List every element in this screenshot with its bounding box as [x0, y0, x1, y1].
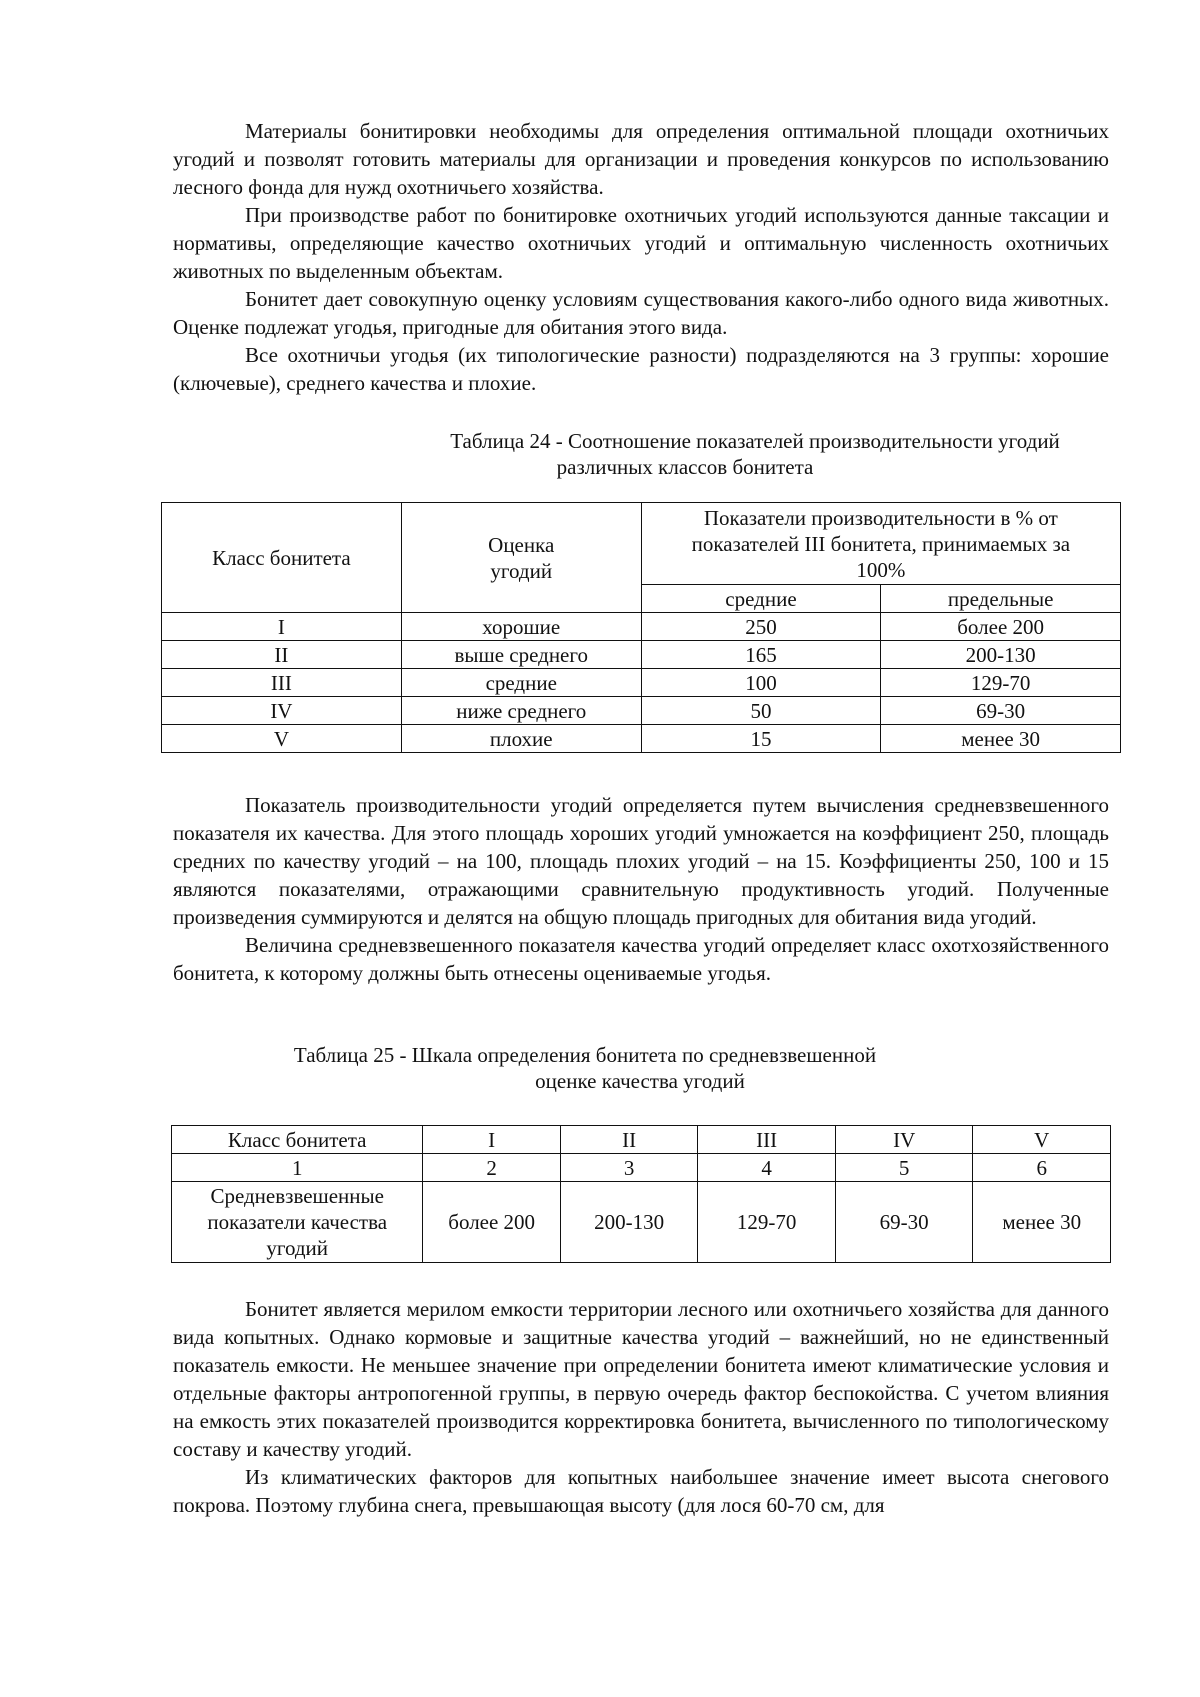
table-header-row — [172, 1126, 1111, 1154]
value-label-cell: Средневзвешенные показатели качества угодий — [172, 1182, 423, 1263]
header-average: средние — [641, 585, 881, 613]
paragraph: Бонитет является мерилом емкости территории лесного или охотничьего хозяйства для данного вида копытных. Однако кормовые и защитные качества угодий – важнейший, но не единственный показатель емкости. Не меньшее значение при определении бонитета имеют климатические условия и отдельные факторы антропогенной группы, в первую очередь фактор беспокойства. С учетом влияния на емкость этих показателей производится корректировка бонитета, вычисленного по типологическому составу и качеству угодий. — [173, 1297, 1109, 1461]
cell-rating: хорошие — [401, 613, 641, 641]
paragraph: При производстве работ по бонитировке охотничьих угодий используются данные таксации и нормативы, определяющие качество охотничьих угодий и оптимальную численность охотничьих животных по выделенным объектам. — [173, 203, 1109, 283]
table-row — [162, 669, 1121, 697]
cell-class: IV — [162, 697, 402, 725]
number-cell: 5 — [835, 1154, 973, 1182]
cell-rating: средние — [401, 669, 641, 697]
header-cell: III — [698, 1126, 836, 1154]
cell-limit: менее 30 — [881, 725, 1121, 753]
table-value-row — [172, 1182, 1111, 1263]
value-cell: 129-70 — [698, 1182, 836, 1263]
paragraph: Материалы бонитировки необходимы для определения оптимальной площади охотничьих угодий и позволят готовить материалы для организации и проведения конкурсов по использованию лесного фонда для нужд охотничьего хозяйства. — [173, 119, 1109, 199]
number-cell: 4 — [698, 1154, 836, 1182]
table25-caption-line2: оценке качества угодий — [535, 1069, 745, 1093]
cell-average: 165 — [641, 641, 881, 669]
header-rating: Оценка угодий — [401, 503, 641, 613]
table-row — [162, 725, 1121, 753]
table-24 — [161, 502, 1121, 753]
number-cell: 1 — [172, 1154, 423, 1182]
cell-class: III — [162, 669, 402, 697]
cell-rating: плохие — [401, 725, 641, 753]
cell-limit: 129-70 — [881, 669, 1121, 697]
table-25 — [171, 1125, 1111, 1263]
paragraph: Показатель производительности угодий определяется путем вычисления средневзвешенного показателя их качества. Для этого площадь хороших угодий умножается на коэффициент 250, площадь средних по качеству угодий – на 100, площадь плохих угодий – на 15. Коэффициенты 250, 100 и 15 являются показателями, отражающими сравнительную продуктивность угодий. Полученные произведения суммируются и делятся на общую площадь пригодных для обитания вида угодий. — [173, 793, 1109, 929]
header-cell: I — [423, 1126, 561, 1154]
paragraph: Бонитет дает совокупную оценку условиям существования какого-либо одного вида животных. Оценке подлежат угодья, пригодные для обитания этого вида. — [173, 287, 1109, 339]
intro-text — [173, 117, 1109, 397]
header-indicators: Показатели производительности в % от показателей III бонитета, принимаемых за 100% — [641, 503, 1120, 585]
cell-class: I — [162, 613, 402, 641]
table24-caption-line2: различных классов бонитета — [556, 455, 814, 479]
cell-average: 100 — [641, 669, 881, 697]
table25-caption-line1: Таблица 25 - Шкала определения бонитета по средневзвешенной — [293, 1043, 877, 1067]
middle-text — [173, 791, 1109, 987]
header-cell: V — [973, 1126, 1111, 1154]
value-cell: менее 30 — [973, 1182, 1111, 1263]
number-cell: 2 — [423, 1154, 561, 1182]
header-cell: IV — [835, 1126, 973, 1154]
cell-limit: более 200 — [881, 613, 1121, 641]
paragraph: Величина средневзвешенного показателя качества угодий определяет класс охотхозяйственного бонитета, к которому должны быть отнесены оцениваемые угодья. — [173, 933, 1109, 985]
header-cell: Класс бонитета — [172, 1126, 423, 1154]
cell-average: 50 — [641, 697, 881, 725]
cell-average: 250 — [641, 613, 881, 641]
cell-limit: 69-30 — [881, 697, 1121, 725]
cell-average: 15 — [641, 725, 881, 753]
table-number-row — [172, 1154, 1111, 1182]
paragraph: Из климатических факторов для копытных наибольшее значение имеет высота снегового покрова. Поэтому глубина снега, превышающая высоту (для лося 60-70 см, для — [173, 1465, 1109, 1517]
header-limit: предельные — [881, 585, 1121, 613]
number-cell: 6 — [973, 1154, 1111, 1182]
cell-limit: 200-130 — [881, 641, 1121, 669]
table-row — [162, 641, 1121, 669]
value-cell: 69-30 — [835, 1182, 973, 1263]
value-cell: 200-130 — [560, 1182, 698, 1263]
paragraph: Все охотничьи угодья (их типологические разности) подразделяются на 3 группы: хорошие (ключевые), среднего качества и плохие. — [173, 343, 1109, 395]
cell-class: II — [162, 641, 402, 669]
table-row — [162, 697, 1121, 725]
number-cell: 3 — [560, 1154, 698, 1182]
cell-rating: ниже среднего — [401, 697, 641, 725]
header-cell: II — [560, 1126, 698, 1154]
cell-class: V — [162, 725, 402, 753]
table-row — [162, 613, 1121, 641]
final-text — [173, 1295, 1109, 1519]
table24-caption-line1: Таблица 24 - Соотношение показателей производительности угодий — [450, 429, 1060, 453]
value-cell: более 200 — [423, 1182, 561, 1263]
header-class: Класс бонитета — [162, 503, 402, 613]
cell-rating: выше среднего — [401, 641, 641, 669]
